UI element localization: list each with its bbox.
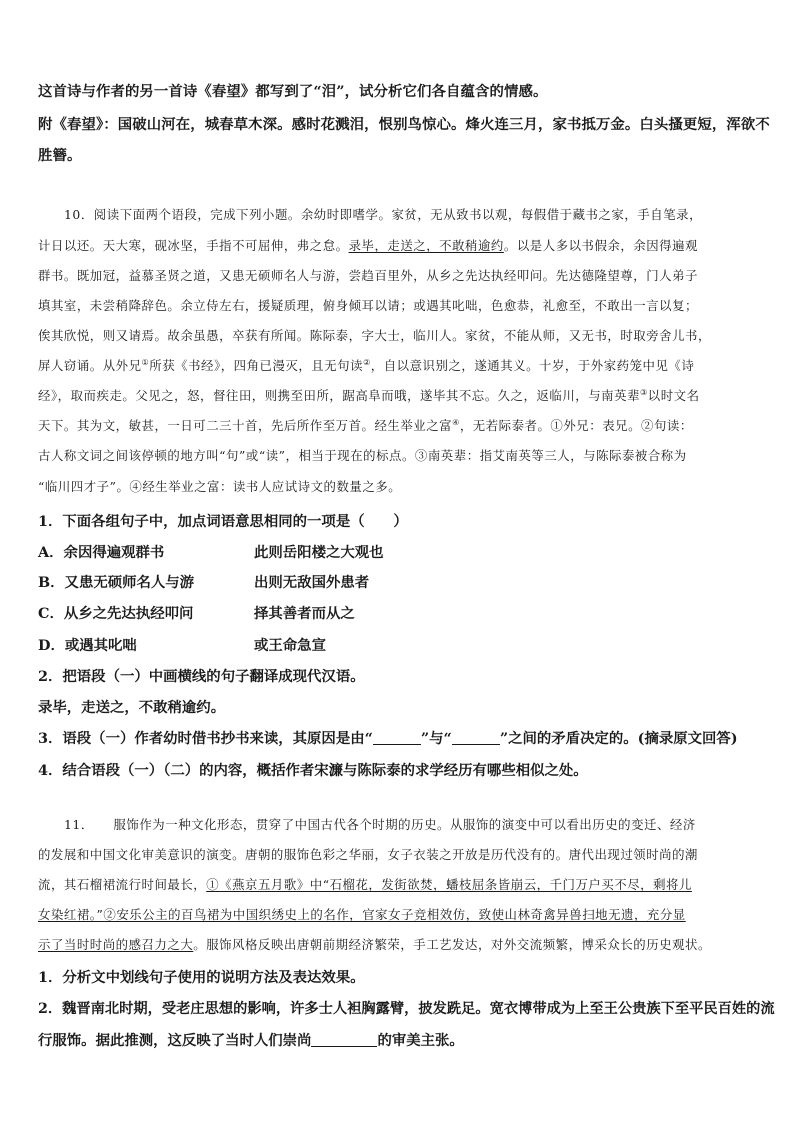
q11-passage-line: 的发展和中国文化审美意识的演变。唐朝的服饰色彩之华丽，女子衣装之开放是历代没有的。唐代出现过领时尚的潮 bbox=[38, 847, 698, 862]
underlined-sentence: ①《燕京五月歌》中“石榴花，发街欲焚，蟠枝屈条皆崩云，千门万户买不尽，剩将儿 bbox=[206, 877, 692, 892]
q10-passage-line: 10．阅读下面两个语段，完成下列小题。余幼时即嗜学。家贫，无从致书以观，每假借于藏书之家，手自笔录， bbox=[64, 207, 703, 222]
q10-subquestion-3: 3．语段（一）作者幼时借书抄书来读，其原因是由“ ”与“ ”之间的矛盾决定的。(摘录原文回答) bbox=[38, 730, 738, 747]
option-row: A．余因得遍观群书 此则岳阳楼之大观也 bbox=[38, 544, 384, 561]
option-row: B．又患无硕师名人与游 出则无敌国外患者 bbox=[38, 574, 370, 591]
answer-blank bbox=[373, 730, 421, 745]
q10-subquestion-2: 2．把语段（一）中画横线的句子翻译成现代汉语。 bbox=[38, 668, 365, 685]
q11-passage-line: 示了当时时尚的感召力之大。服饰风格反映出唐朝前期经济繁荣，手工艺发达，对外交流频繁，博采众长的历史观状。 bbox=[38, 937, 711, 952]
q10-passage-line: 经》，取而疾走。父见之，怒，督往田，则携至田所，踞高阜而哦，遂毕其不忘。久之，返临川，与南英辈③以时文名 bbox=[38, 387, 700, 403]
footnote-marker: ① bbox=[141, 357, 150, 367]
q10-subquestion-4: 4．结合语段（一）（二）的内容，概括作者宋濂与陈际泰的求学经历有哪些相似之处。 bbox=[38, 762, 588, 779]
footnote-marker: ④ bbox=[452, 417, 460, 427]
q10-footnote-line: 古人称文词之间该停顿的地方叫“句”或“读”，相当于现在的标点。③南英辈：指艾南英等三人，与陈际泰被合称为 bbox=[38, 448, 687, 463]
underlined-sentence: 示了当时时尚的感召力之大 bbox=[38, 937, 194, 952]
q10-passage-line: 填其室，未尝稍降辞色。余立侍左右，援疑质理，俯身倾耳以请；或遇其叱咄，色愈恭，礼愈至，不敢出一言以复； bbox=[38, 298, 698, 313]
underlined-sentence: 女染红裙。”②安乐公主的百鸟裙为中国织绣史上的名作，官家女子竞相效仿，致使山林奇禽异兽扫地无遗，充分显 bbox=[38, 907, 686, 922]
q10-subquestion-1: 1．下面各组句子中，加点词语意思相同的一项是（ ） bbox=[38, 513, 408, 530]
q10-footnote-line: “临川四才子”。④经生举业之富：读书人应试诗文的数量之多。 bbox=[38, 479, 402, 494]
q10-passage-line: 计日以还。天大寒，砚冰坚，手指不可屈伸，弗之怠。录毕，走送之，不敢稍逾约。以是人多以书假余，余因得遍观 bbox=[38, 238, 698, 253]
footnote-marker: ② bbox=[363, 357, 371, 367]
intro-appendix-line: 附《春望》：国破山河在，城春草木深。感时花溅泪，恨别鸟惊心。烽火连三月，家书抵万金。白头搔更短，浑欲不 bbox=[38, 116, 770, 133]
answer-blank bbox=[452, 730, 500, 745]
q11-subquestion-2: 2．魏晋南北时期，受老庄思想的影响，许多士人袒胸露臂，披发跣足。宽衣博带成为上至王公贵族下至平民百姓的流 bbox=[38, 1001, 775, 1017]
q11-passage-line: 11． 服饰作为一种文化形态，贯穿了中国古代各个时期的历史。从服饰的演变中可以看出历史的变迁、经济 bbox=[64, 817, 696, 832]
q10-passage-line: 屏人窃诵。从外兄①所获《书经》，四角已漫灭，且无句读②，自以意识别之，遂通其义。十岁，于外家药笼中见《诗 bbox=[38, 357, 695, 373]
q10-passage-line: 天下。其为文，敏甚，一日可二三十首，先后所作至万首。经生举业之富④，无若际泰者。①外兄：表兄。②句读： bbox=[38, 417, 693, 433]
option-row: D．或遇其叱咄 或王命急宣 bbox=[38, 637, 326, 654]
underlined-sentence: 录毕，走送之，不敢稍逾约 bbox=[348, 238, 504, 253]
q11-passage-line: 流，其石榴裙流行时间最长，①《燕京五月歌》中“石榴花，发街欲焚，蟠枝屈条皆崩云，千门万户买不尽，剩将儿 bbox=[38, 877, 692, 892]
intro-appendix-end: 胜簪。 bbox=[38, 147, 82, 164]
footnote-marker: ③ bbox=[640, 387, 648, 397]
q10-translate-target: 录毕，走送之，不敢稍逾约。 bbox=[38, 699, 226, 716]
intro-question: 这首诗与作者的另一首诗《春望》都写到了“泪”，试分析它们各自蕴含的情感。 bbox=[38, 83, 548, 100]
answer-blank bbox=[311, 1032, 377, 1047]
q10-passage-line: 群书。既加冠，益慕圣贤之道，又患无硕师名人与游，尝趋百里外，从乡之先达执经叩问。先达德隆望尊，门人弟子 bbox=[38, 268, 698, 283]
q11-subquestion-2-cont: 行服饰。据此推测，这反映了当时人们崇尚 的审美主张。 bbox=[38, 1032, 464, 1049]
q11-passage-line bbox=[38, 905, 686, 923]
q11-subquestion-1: 1．分析文中划线句子使用的说明方法及表达效果。 bbox=[38, 969, 365, 986]
option-row: C．从乡之先达执经叩问 择其善者而从之 bbox=[38, 605, 355, 622]
q10-passage-line: 俟其欣悦，则又请焉。故余虽愚，卒获有所闻。陈际泰，字大士，临川人。家贫，不能从师，又无书，时取旁舍儿书， bbox=[38, 328, 711, 343]
